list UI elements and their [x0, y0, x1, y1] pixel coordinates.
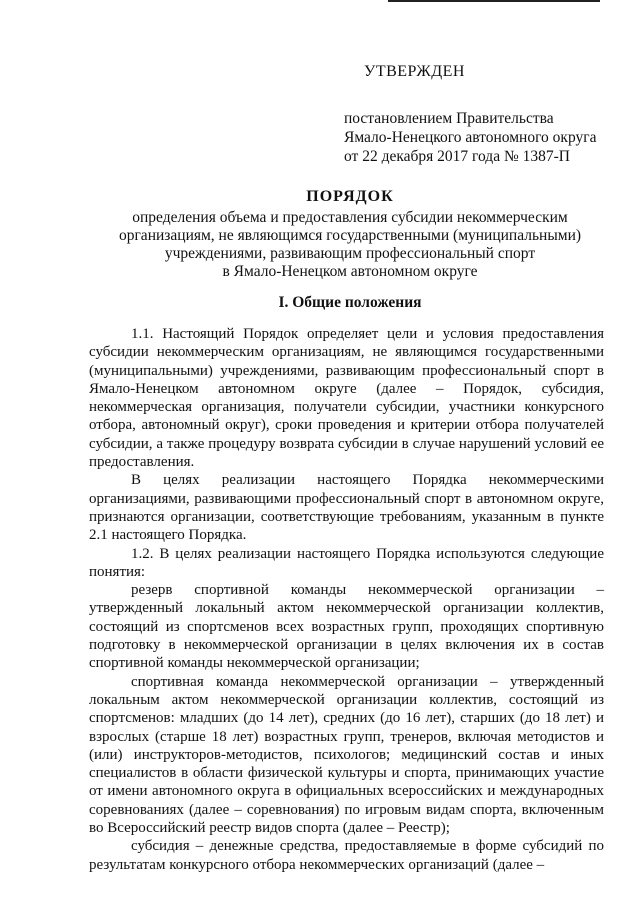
paragraph-purpose: В целях реализации настоящего Порядка некоммерческими организациями, развивающими профессиональный спорт в автономном округе, признаются организации, соответствующие требованиям, указанным в пункте 2.1 настоящего Порядка.	[89, 472, 604, 544]
paragraph-team-definition: спортивная команда некоммерческой организации – утвержденный локальным актом некоммерческой организации коллектив, состоящий из спортсменов: младших (до 14 лет), средних (до 16 лет), старших (до 18 лет) и взрослых (старше 18 лет) возрастных групп, тренеров, включая методистов и (или) инструкторов-методистов, психологов; медицинский состав и иных специалистов в области физической культуры и спорта, принимающих участие от имени автономного округа в официальных всероссийских и международных соревнованиях (далее – соревнования) по игровым видам спорта, включенным во Всероссийский реестр видов спорта (далее – Реестр);	[89, 673, 604, 837]
title-line-1: определения объема и предоставления субсидии некоммерческим	[132, 209, 568, 226]
approved-label: УТВЕРЖДЕН	[364, 63, 465, 80]
document-body	[89, 325, 604, 874]
scan-edge-line	[388, 0, 600, 2]
paragraph-subsidy-definition: субсидия – денежные средства, предоставляемые в форме субсидий по результатам конкурсного отбора некоммерческих организаций (далее –	[89, 838, 604, 873]
document-title	[95, 188, 605, 281]
approval-line-3: от 22 декабря 2017 года № 1387-П	[344, 148, 570, 165]
main-title: ПОРЯДОК	[306, 188, 394, 205]
approval-stamp-block	[344, 62, 614, 166]
title-line-3: учреждениями, развивающим профессиональный спорт	[164, 245, 536, 262]
title-line-4: в Ямало-Ненецком автономном округе	[222, 263, 478, 280]
title-line-2: организациям, не являющимся государственными (муниципальными)	[118, 227, 582, 244]
paragraph-1-2: 1.2. В целях реализации настоящего Порядка используются следующие понятия:	[89, 545, 604, 580]
paragraph-reserve-definition: резерв спортивной команды некоммерческой организации – утвержденный локальный актом некоммерческой организации коллектив, состоящий из спортсменов всех возрастных групп, проходящих спортивную подготовку в некоммерческой организации в целях включения их в состав спортивной команды некоммерческой организации;	[89, 582, 604, 672]
approval-line-2: Ямало-Ненецкого автономного округа	[344, 129, 597, 146]
paragraph-1-1: 1.1. Настоящий Порядок определяет цели и условия предоставления субсидии некоммерческим организациям, не являющимся государственными (муниципальными) учреждениями, развивающим профессиональный спорт в Ямало-Ненецком автономном округе (далее – Порядок, субсидия, некоммерческая организация, получатели субсидии, участники конкурсного отбора, автономный округ), сроки проведения и критерии отбора получателей субсидии, а также процедуру возврата субсидии в случае нарушений условий ее предоставления.	[89, 326, 604, 471]
section-heading: I. Общие положения	[278, 294, 422, 311]
approval-line-1: постановлением Правительства	[344, 110, 554, 127]
